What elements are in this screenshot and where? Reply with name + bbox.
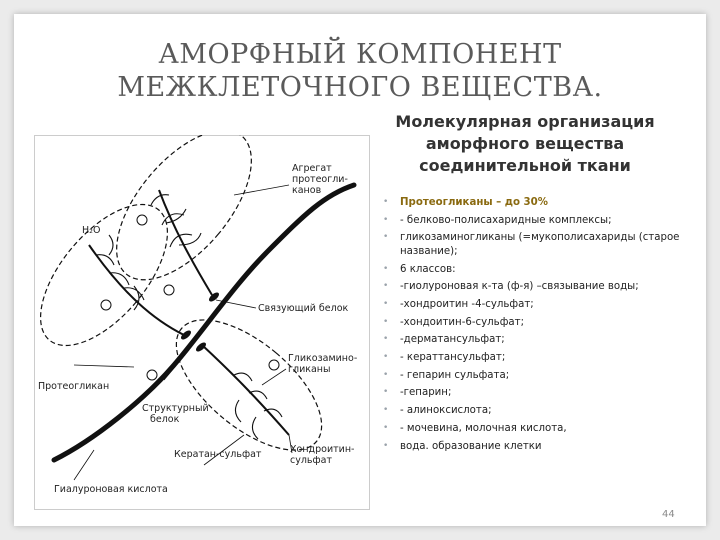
list-item: • - алиноксислота;: [383, 405, 492, 417]
list-item: • -гиолуроновая к-та (ф-я) –связывание воды;: [383, 281, 639, 293]
list-item: • - кераттансульфат;: [383, 352, 506, 364]
list-item: • -хондоитин-6-сульфат;: [383, 316, 525, 328]
label-proteoglycan: Протеогликан: [38, 381, 110, 392]
bullet-dot-icon: •: [383, 422, 389, 433]
label-structural-1: Структурный: [142, 403, 209, 414]
bullet-dot-icon: •: [383, 440, 389, 451]
bullet-dot-icon: •: [383, 214, 389, 225]
list-item: • гликозаминогликаны (=мукополисахариды (старое название);: [383, 232, 680, 257]
list-item: • - гепарин сульфата;: [383, 369, 510, 381]
label-chondroitin-1: Хондроитин-: [290, 444, 355, 455]
page-number: 44: [662, 509, 675, 520]
label-aggregate-3: канов: [292, 185, 322, 196]
bullet-dot-icon: •: [383, 232, 389, 243]
list-item: • вода. образование клетки: [383, 440, 542, 452]
title-line-1: АМОРФНЫЙ КОМПОНЕНТ: [158, 39, 562, 70]
label-chondroitin-2: сульфат: [290, 455, 332, 466]
list-item: • 6 классов:: [383, 263, 456, 275]
proteoglycan-diagram: [34, 135, 370, 510]
label-aggregate-1: Агрегат: [292, 163, 332, 174]
subtitle-line-3: соединительной ткани: [419, 156, 631, 175]
bullet-dot-icon: •: [383, 298, 389, 309]
bullet-dot-icon: •: [383, 197, 389, 207]
diagram-svg: [34, 135, 370, 510]
list-item: • -дерматансульфат;: [383, 334, 505, 346]
subtitle-line-1: Молекулярная организация: [395, 112, 655, 131]
label-hyaluronic: Гиалуроновая кислота: [54, 484, 168, 495]
label-gag-2: гликаны: [288, 364, 331, 375]
bullet-list: [381, 196, 681, 457]
list-item: • - белково-полисахаридные комплексы;: [383, 214, 612, 226]
list-item: • - мочевина, молочная кислота,: [383, 422, 567, 434]
bullet-dot-icon: •: [383, 263, 389, 274]
label-aggregate-2: протеогли-: [292, 174, 348, 185]
title-line-2: МЕЖКЛЕТОЧНОГО ВЕЩЕСТВА.: [117, 72, 603, 103]
bullet-dot-icon: •: [383, 387, 389, 398]
subtitle-line-2: аморфного вещества: [425, 134, 625, 153]
bullet-dot-icon: •: [383, 334, 389, 345]
bullet-dot-icon: •: [383, 281, 389, 292]
label-structural-2: белок: [150, 414, 180, 425]
bullet-dot-icon: •: [383, 352, 389, 363]
bullet-dot-icon: •: [383, 369, 389, 380]
label-keratan: Кератан-сульфат: [174, 449, 262, 460]
label-water: H₂O: [82, 225, 101, 236]
list-item: • -хондроитин -4-сульфат;: [383, 298, 534, 310]
list-item: • Протеогликаны – до 30%: [383, 197, 548, 208]
list-item: • -гепарин;: [383, 387, 452, 399]
slide-subtitle: [380, 111, 670, 177]
bullet-dot-icon: •: [383, 316, 389, 327]
label-gag-1: Гликозамино-: [288, 353, 358, 364]
bullet-dot-icon: •: [383, 405, 389, 416]
slide-title: [0, 38, 720, 104]
label-link-protein: Связующий белок: [258, 303, 349, 314]
